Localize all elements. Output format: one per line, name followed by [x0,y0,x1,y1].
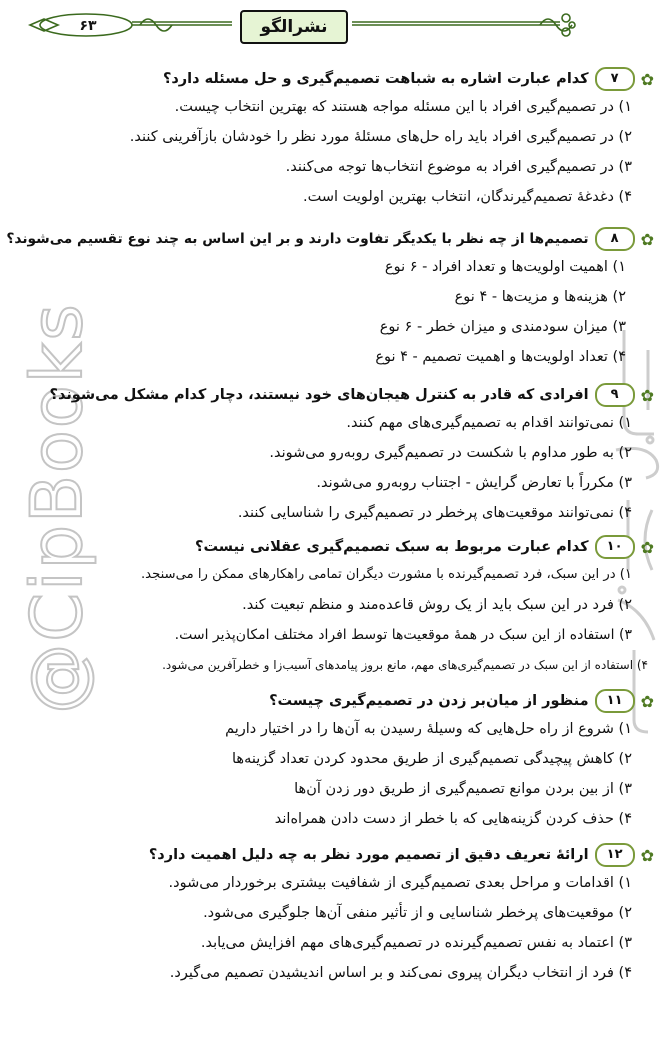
flower-icon: ✿ [640,385,654,405]
option-4: ۴) استفاده از این سبک در تصمیم‌گیری‌های مهم، مانع بروز پیامدهای آسیب‌زا و خطرآفرین می‌شود. [162,658,648,672]
question-8 [6,226,654,372]
option-2: ۲) به طور مداوم با شکست در تصمیم‌گیری روبه‌رو می‌شوند. [269,445,632,461]
flower-icon: ✿ [640,229,654,249]
header-title: نشرالگو [240,10,348,44]
option-4: ۴) تعداد اولویت‌ها و اهمیت تصمیم - ۴ نوع [375,349,626,365]
option-4: ۴) حذف کردن گزینه‌هایی که با خطر از دست دادن همراه‌اند [274,811,632,827]
option-4: ۴) دغدغهٔ تصمیم‌گیرندگان، انتخاب بهترین اولویت است. [303,189,632,205]
question-number: ۹ [595,383,635,407]
watermark-left: @CipBooks [16,302,98,714]
page-number: ۶۳ [79,18,97,34]
option-2: ۲) فرد در این سبک باید از یک روش قاعده‌مند و منظم تبعیت کند. [242,597,632,613]
option-3: ۳) میزان سودمندی و میزان خطر - ۶ نوع [379,319,626,335]
question-number: ۱۰ [595,535,635,559]
option-4: ۴) فرد از انتخاب دیگران پیروی نمی‌کند و بر اساس اندیشیدن تصمیم می‌گیرد. [169,965,632,981]
option-2: ۲) موقعیت‌های پرخطر شناسایی و از تأثیر منفی آن‌ها جلوگیری می‌شود. [203,905,632,921]
question-number: ۱۲ [595,843,635,867]
option-1: ۱) اقدامات و مراحل بعدی تصمیم‌گیری از شفافیت بیشتری برخوردار می‌شود. [168,875,632,891]
question-10 [14,534,654,680]
page-header [0,6,672,46]
question-text: کدام عبارت اشاره به شباهت تصمیم‌گیری و حل مسئله دارد؟ [162,71,589,87]
question-number: ۱۱ [595,689,635,713]
option-1: ۱) شروع از راه حل‌هایی که وسیلهٔ رسیدن به آن‌ها را در اختیار داریم [225,721,632,737]
question-11 [14,688,654,834]
question-9 [14,382,654,528]
question-7 [14,66,654,212]
flower-icon: ✿ [640,845,654,865]
option-1: ۱) اهمیت اولویت‌ها و تعداد افراد - ۶ نوع [384,259,626,275]
question-text: کدام عبارت مربوط به سبک تصمیم‌گیری عقلانی نیست؟ [195,539,589,555]
option-1: ۱) در تصمیم‌گیری افراد با این مسئله مواجه هستند که بهترین انتخاب چیست. [174,99,632,115]
question-text: افرادی که قادر به کنترل هیجان‌های خود نیستند، دچار کدام مشکل می‌شوند؟ [49,387,589,403]
option-1: ۱) نمی‌توانند اقدام به تصمیم‌گیری‌های مهم کنند. [346,415,632,431]
option-3: ۳) استفاده از این سبک در همهٔ موقعیت‌ها توسط افراد مختلف امکان‌پذیر است. [174,627,632,643]
option-2: ۲) هزینه‌ها و مزیت‌ها - ۴ نوع [454,289,626,305]
option-3: ۳) مکرراً با تعارض گرایش - اجتناب روبه‌رو می‌شوند. [316,475,632,491]
option-3: ۳) اعتماد به نفس تصمیم‌گیرنده در تصمیم‌گیری‌های مهم افزایش می‌یابد. [200,935,632,951]
flower-icon: ✿ [640,537,654,557]
option-2: ۲) در تصمیم‌گیری افراد باید راه حل‌های مسئلهٔ مورد نظر را خودشان بازآفرینی کنند. [129,129,632,145]
flower-icon: ✿ [640,691,654,711]
option-3: ۳) از بین بردن موانع تصمیم‌گیری از طریق دور زدن آن‌ها [294,781,632,797]
flower-icon: ✿ [640,69,654,89]
option-2: ۲) کاهش پیچیدگی تصمیم‌گیری از طریق محدود کردن تعداد گزینه‌ها [232,751,632,767]
question-text: ارائهٔ تعریف دقیق از تصمیم مورد نظر به چه دلیل اهمیت دارد؟ [148,847,589,863]
question-number: ۸ [595,227,635,251]
question-number: ۷ [595,67,635,91]
option-1: ۱) در این سبک، فرد تصمیم‌گیرنده با مشورت دیگران تمامی راهکارهای ممکن را می‌سنجد. [140,567,632,582]
option-3: ۳) در تصمیم‌گیری افراد به موضوع انتخاب‌ها توجه می‌کنند. [285,159,632,175]
question-text: تصمیم‌ها از چه نظر با یکدیگر تفاوت دارند و بر این اساس به چند نوع تقسیم می‌شوند؟ [6,231,589,247]
question-12 [14,842,654,988]
option-4: ۴) نمی‌توانند موقعیت‌های پرخطر در تصمیم‌گیری را شناسایی کنند. [237,505,632,521]
question-text: منظور از میان‌بر زدن در تصمیم‌گیری چیست؟ [269,693,589,709]
